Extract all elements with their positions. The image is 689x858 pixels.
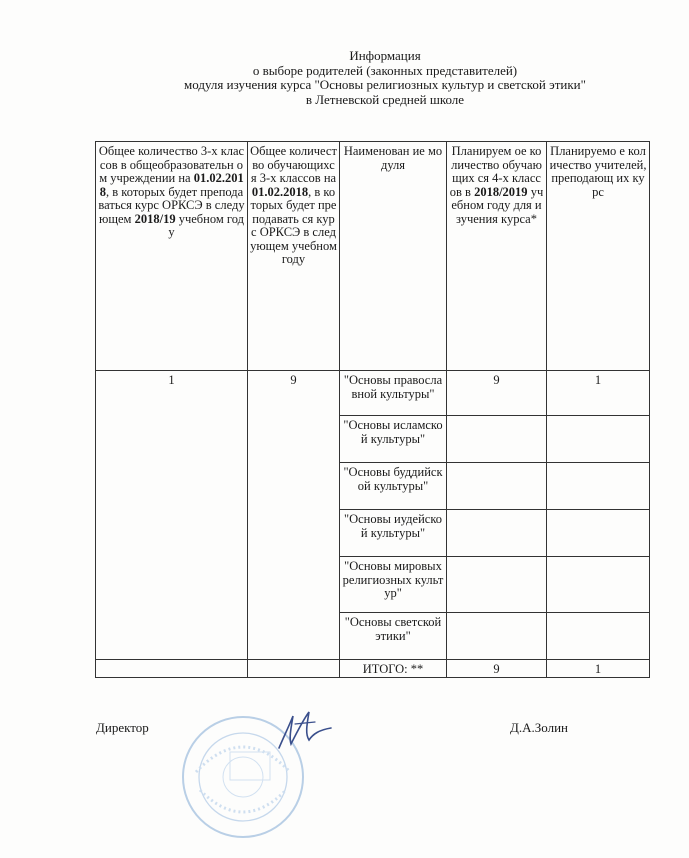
students-count-cell: 9 xyxy=(248,371,340,660)
module-students-cell xyxy=(447,510,547,557)
total-label-cell: ИТОГО: ** xyxy=(340,660,447,678)
header-title: Информация xyxy=(349,48,421,63)
classes-count-cell: 1 xyxy=(96,371,248,660)
header-cell-planned-students: Планируем ое количество обучающих ся 4-х классов в 2018/2019 учебном году для изучения курса* xyxy=(447,142,547,371)
module-name-cell: "Основы исламской культуры" xyxy=(340,416,447,463)
total-empty-cell xyxy=(248,660,340,678)
module-students-cell xyxy=(447,463,547,510)
module-teachers-cell xyxy=(547,510,650,557)
module-name-cell: "Основы буддийской культуры" xyxy=(340,463,447,510)
module-teachers-cell xyxy=(547,463,650,510)
module-name-cell: "Основы иудейской культуры" xyxy=(340,510,447,557)
module-name-cell: "Основы мировых религиозных культур" xyxy=(340,557,447,613)
total-teachers-cell: 1 xyxy=(547,660,650,678)
module-students-cell: 9 xyxy=(447,371,547,416)
module-students-cell xyxy=(447,416,547,463)
header-school: в Летневской средней школе xyxy=(305,91,465,107)
table-header-row xyxy=(96,142,650,371)
total-row xyxy=(96,660,650,678)
header-subtitle: о выборе родителей (законных представителей) xyxy=(252,62,518,78)
header-cell-planned-teachers: Планируемо е количество учителей, преподающ их курс xyxy=(547,142,650,371)
module-students-cell xyxy=(447,613,547,660)
report-table xyxy=(95,141,650,678)
document-header xyxy=(150,49,620,107)
module-teachers-cell: 1 xyxy=(547,371,650,416)
header-cell-module: Наименован ие модуля xyxy=(340,142,447,371)
module-teachers-cell xyxy=(547,416,650,463)
director-label: Директор xyxy=(96,720,149,735)
module-name-cell: "Основы светской этики" xyxy=(340,613,447,660)
module-students-cell xyxy=(447,557,547,613)
total-students-cell: 9 xyxy=(447,660,547,678)
module-teachers-cell xyxy=(547,613,650,660)
director-signature xyxy=(275,704,335,752)
module-teachers-cell xyxy=(547,557,650,613)
header-course: модуля изучения курса "Основы религиозных культур и светской этики" xyxy=(184,77,586,92)
total-empty-cell xyxy=(96,660,248,678)
header-cell-students: Общее количество обучающихс я 3-х классов на 01.02.2018, в которых будет преподавать ся курс ОРКСЭ в следующем учебном году xyxy=(248,142,340,371)
table-row xyxy=(96,371,650,416)
module-name-cell: "Основы православной культуры" xyxy=(340,371,447,416)
director-name: Д.А.Золин xyxy=(510,720,568,735)
header-cell-classes: Общее количество 3-х классов в общеобразовательн ом учреждении на 01.02.2018, в которых будет преподаваться курс ОРКСЭ в следующем 2018/19 учебном году xyxy=(96,142,248,371)
